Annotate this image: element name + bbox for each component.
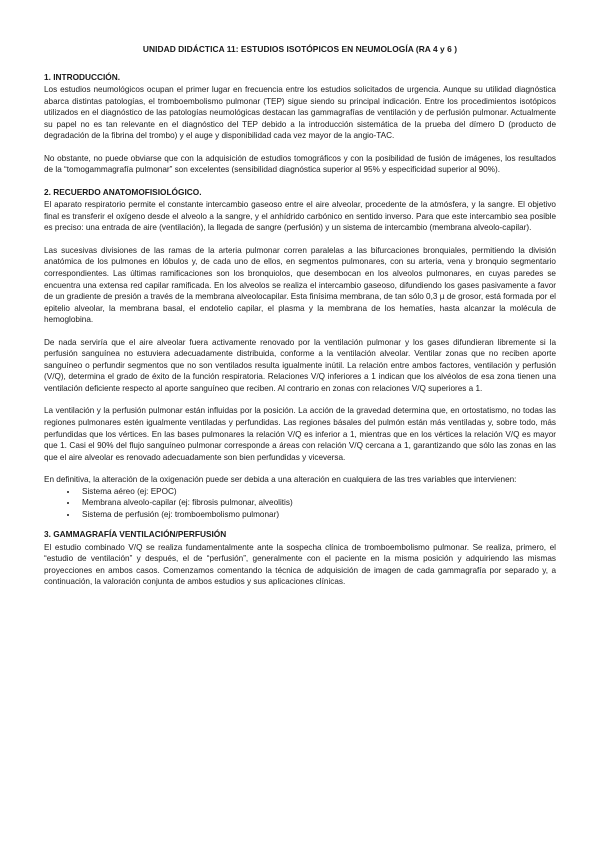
document-body	[44, 72, 556, 588]
section-heading: 2. RECUERDO ANATOMOFISIOLÓGICO.	[44, 187, 202, 198]
section-recuerdo-anatomofisiologico	[44, 187, 556, 520]
section-gammagrafia-ventilacion-perfusion	[44, 529, 556, 587]
section-heading: 3. GAMMAGRAFÍA VENTILACIÓN/PERFUSIÓN	[44, 529, 227, 540]
paragraph: Las sucesivas divisiones de las ramas de la arteria pulmonar corren paralelas a las bifurcaciones bronquiales, permitiendo la división anatómica de los pulmones en lóbulos y, de cada uno de ellos, en segmentos pulmonares, con su arteria, vena y bronquio segmentario correspondientes. Las últimas ramificaciones son los bronquiolos, que desembocan en los alveolos pulmonares, en cuyas paredes se encuentra una extensa red capilar ramificada. En los alveolos se realiza el intercambio gaseoso, difundiendo los gases pasivamente a favor de un gradiente de presión a través de la membrana alveolocapilar. Esta finísima membrana, de tan sólo 0,3 µ de grosor, está formada por el epitelio alveolar, la membrana basal, el endotelio capilar, el plasma y la membrana de los hematíes, hasta alcanzar la molécula de hemoglobina.	[44, 245, 556, 325]
variables-list	[44, 486, 556, 521]
paragraph: El estudio combinado V/Q se realiza fundamentalmente ante la sospecha clínica de tromboembolismo pulmonar. Se realiza, primero, el “estudio de ventilación” y después, el de “perfusión”, generalmente con el paciente en la misma posición y adquiriendo las mismas proyecciones en ambos casos. Comenzamos comentando la técnica de adquisición de imagen de cada gammagrafía por separado y, a continuación, la valoración conjunta de ambos estudios y sus aplicaciones clínicas.	[44, 542, 556, 587]
paragraph: Los estudios neumológicos ocupan el primer lugar en frecuencia entre los estudios solicitados de urgencia. Aunque su utilidad diagnóstica abarca distintas patologías, el tromboembolismo pulmonar (TEP) sigue siendo su principal indicación. Entre los procedimientos isotópicos utilizados en el diagnóstico de las patologías neumológicas destacan las gammagrafías de ventilación y de perfusión pulmonar. Actualmente su papel no es tan relevante en el diagnóstico del TEP debido a la introducción sistemática de la prueba del dímero D (producto de degradación de la fibrina del trombo) y el auge y disponibilidad cada vez mayor de la angio-TAC.	[44, 85, 556, 141]
list-item: • Sistema aéreo (ej: EPOC)	[78, 486, 556, 498]
document-title: UNIDAD DIDÁCTICA 11: ESTUDIOS ISOTÓPICOS EN NEUMOLOGÍA (RA 4 y 6 )	[142, 44, 458, 54]
section-heading: 1. INTRODUCCIÓN.	[44, 72, 121, 82]
paragraph: De nada serviría que el aire alveolar fuera activamente renovado por la ventilación pulmonar y los gases difundieran libremente si la perfusión sanguínea no estuviera adecuadamente distribuida, conforme a la ventilación alveolar. Ventilar zonas que no reciben aporte sanguíneo o perfundir segmentos que no son ventilados resulta igualmente inútil. La relación entre ambos factores, ventilación y perfusión (V/Q), determina el grado de éxito de la función respiratoria. Relaciones V/Q inferiores a 1 indican que los alvéolos de esa zona tienen una ventilación deficiente respecto al aporte sanguíneo que reciben. Al contrario en zonas con relaciones V/Q superiores a 1.	[44, 337, 556, 393]
list-item: • Membrana alveolo-capilar (ej: fibrosis pulmonar, alveolitis)	[78, 497, 556, 509]
section-introduccion	[44, 72, 556, 176]
paragraph: En definitiva, la alteración de la oxigenación puede ser debida a una alteración en cualquiera de las tres variables que intervienen:	[44, 475, 517, 485]
paragraph: No obstante, no puede obviarse que con la adquisición de estudios tomográficos y con la posibilidad de fusión de imágenes, los resultados de la “tomogammagrafía pulmonar” son excelentes (sensibilidad diagnóstica superior al 95% y especificidad superior al 90%).	[44, 153, 556, 175]
list-item: • Sistema de perfusión (ej: tromboembolismo pulmonar)	[78, 509, 556, 521]
paragraph: El aparato respiratorio permite el constante intercambio gaseoso entre el aire alveolar, procedente de la atmósfera, y la sangre. El objetivo final es transferir el oxígeno desde el alveolo a la sangre, y el anhídrido carbónico en sentido inverso. Para que este intercambio sea posible es preciso: una entrada de aire (ventilación), la llegada de sangre (perfusión) y un sistema de intercambio (membrana alveolo-capilar).	[44, 200, 556, 233]
paragraph: La ventilación y la perfusión pulmonar están influidas por la posición. La acción de la gravedad determina que, en ortostatismo, no todas las regiones pulmonares estén igualmente ventiladas y perfundidas. Las regiones básales del pulmón están más ventiladas y, sobre todo, más perfundidas que los vértices. En las bases pulmonares la relación V/Q es inferior a 1, mientras que en los vértices la relación V/Q es mayor que 1. Casi el 90% del flujo sanguíneo pulmonar corresponde a áreas con relación V/Q cercana a 1, garantizando que sólo las zonas en las que el aire alveolar es renovado adecuadamente son bien perfundidas y viceversa.	[44, 406, 556, 462]
